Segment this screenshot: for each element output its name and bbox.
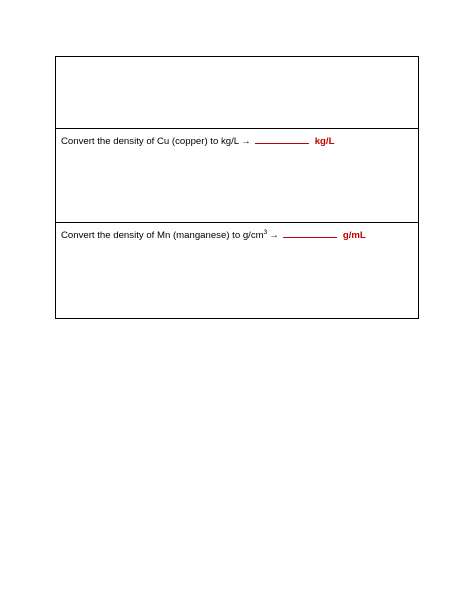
empty-row bbox=[56, 57, 418, 129]
answer-blank[interactable] bbox=[283, 229, 337, 238]
question-row-manganese bbox=[56, 223, 418, 318]
arrow-icon: → bbox=[269, 230, 279, 241]
answer-unit: g/mL bbox=[342, 230, 366, 241]
arrow-icon: → bbox=[241, 136, 251, 147]
question-text: Convert the density of Cu (copper) to kg/L bbox=[61, 136, 240, 147]
question-row-copper bbox=[56, 129, 418, 223]
answer-unit: kg/L bbox=[314, 136, 335, 147]
question-copper bbox=[61, 135, 334, 147]
superscript-exponent: 3 bbox=[263, 228, 268, 236]
question-manganese bbox=[61, 229, 366, 241]
worksheet-table bbox=[55, 56, 419, 319]
question-text: Convert the density of Mn (manganese) to g/cm bbox=[61, 230, 264, 241]
answer-blank[interactable] bbox=[255, 135, 309, 144]
